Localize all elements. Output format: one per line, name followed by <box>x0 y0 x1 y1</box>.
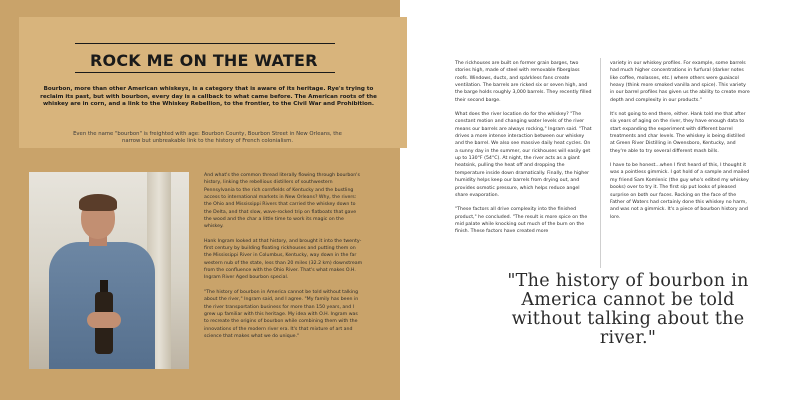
column-divider <box>600 58 601 268</box>
body-paragraph: The rickhouses are built on former grain barges, two stories high, made of steel with removable fiberglass roofs. Windows, ducts, and spárkless fans create ventilation. The barrels are ricked six or seven high, and the barge holds roughly 3,000 barrels. They recently filled their second barge. <box>455 61 592 103</box>
body-paragraph: "These factors all drive complexity into the finished product," he concluded. "The result is more spice on the mid palate while knocking out much of the burn on the finish. These factors have created more <box>455 207 588 235</box>
article-title: ROCK ME ON THE WATER <box>90 51 318 70</box>
title-rule-top <box>75 43 335 44</box>
header-band <box>19 17 407 148</box>
intro-bold-text: Bourbon, more than other American whiskeys, is a category that is aware of its heritage. Rye's trying to reclaim its past, but with bourbon, every day is a callback to what came before. The American roots of the whiskey are in corn, and a link to the Whiskey Rebellion, to the frontier, to the Civil War and Prohibition. <box>40 86 377 108</box>
body-paragraph: variety in our whiskey profiles. For example, some barrels had much higher concentrations in furfural (darker notes like coffee, molasses, etc.) where others were guaiacol heavy (think more smoked vanilla and spice). This variety in our barrel profiles has given us the ability to create more depth and complexity in our products." <box>610 61 750 103</box>
body-paragraph: It's not going to end there, either. Hank told me that after six years of aging on the river, they have enough data to start expanding the experiment with different barrel treatments and char levels. The whiskey is being distilled at Green River Distilling in Owensboro, Kentucky, and they're able to try several different mash bills. <box>610 112 746 154</box>
title-rule-bottom <box>75 72 335 73</box>
intro-light-text: Even the name "bourbon" is freighted with age: Bourbon County, Bourbon Street in New Orleans, the narrow but unbreakable link to the history of French colonialism. <box>73 131 342 145</box>
pull-quote: "The history of bourbon in America cannot be told without talking about the river." <box>507 271 749 348</box>
body-paragraph: "The history of bourbon in America cannot be told without talking about the river," Ingram said, and I agree. "My family has been in the river transportation business for more than 150 years, and I grew up familiar with this heritage. My idea with O.H. Ingram was to recreate the origins of bourbon while combining them with the innovations of the modern river era. It's that mixture of art and science that makes what we do unique." <box>204 289 359 339</box>
right-body-column-1 <box>455 60 593 243</box>
photo-hair <box>79 194 117 211</box>
body-paragraph: What does the river location do for the whiskey? "The constant motion and changing water levels of the river means our barrels are always rocking," Ingram said. "That drives a more intense interaction between our whiskey and the barrel. We also see massive daily heat cycles. On a sunny day in the summer, our rickhouses will easily get up to 130°F (54°C). At night, the river acts as a giant heatsink, pulling the heat off and dropping the temperature inside down dramatically. Finally, the higher humidity helps keep our barrels from drying out, and provides osmotic pressure, which helps reduce angel share evaporation. <box>455 112 592 198</box>
body-paragraph: And what's the common thread literally flowing through bourbon's history, linking the rebellious distillers of southwestern Pennsylvania to the rich cornfields of Kentucky and the bustling access to international markets in New Orleans? Why, the rivers: the Ohio and Mississippi Rivers that carried the whiskey down to the Delta, and that slow, wave-rocked trip on flatboats that gave the wood and the char a little time to work its magic on the whiskey. <box>204 173 360 230</box>
portrait-photo <box>29 172 189 369</box>
body-paragraph: I have to be honest...when I first heard of this, I thought it was a pointless gimmick. I got hold of a sample and mailed my friend Sam Komlenic (the guy who's edited my whiskey books) over to try it. The first sip put looks of pleased surprise on both our faces. Rocking on the face of the Father of Waters had certainly done this whiskey no harm, and was not a gimmick. It's a piece of bourbon history and lore. <box>610 163 750 220</box>
left-body-column <box>204 172 364 347</box>
body-paragraph: Hank Ingram looked at that history, and brought it into the twenty-first century by building floating rickhouses and putting them on the Mississippi River in Columbus, Kentucky, way down in the far western nub of the state, less than 20 miles (32.2 km) downstream from the confluence with the Ohio River. That's what makes O.H. Ingram River Aged bourbon special. <box>204 238 363 281</box>
right-body-column-2 <box>610 60 750 228</box>
photo-hand <box>87 312 121 328</box>
